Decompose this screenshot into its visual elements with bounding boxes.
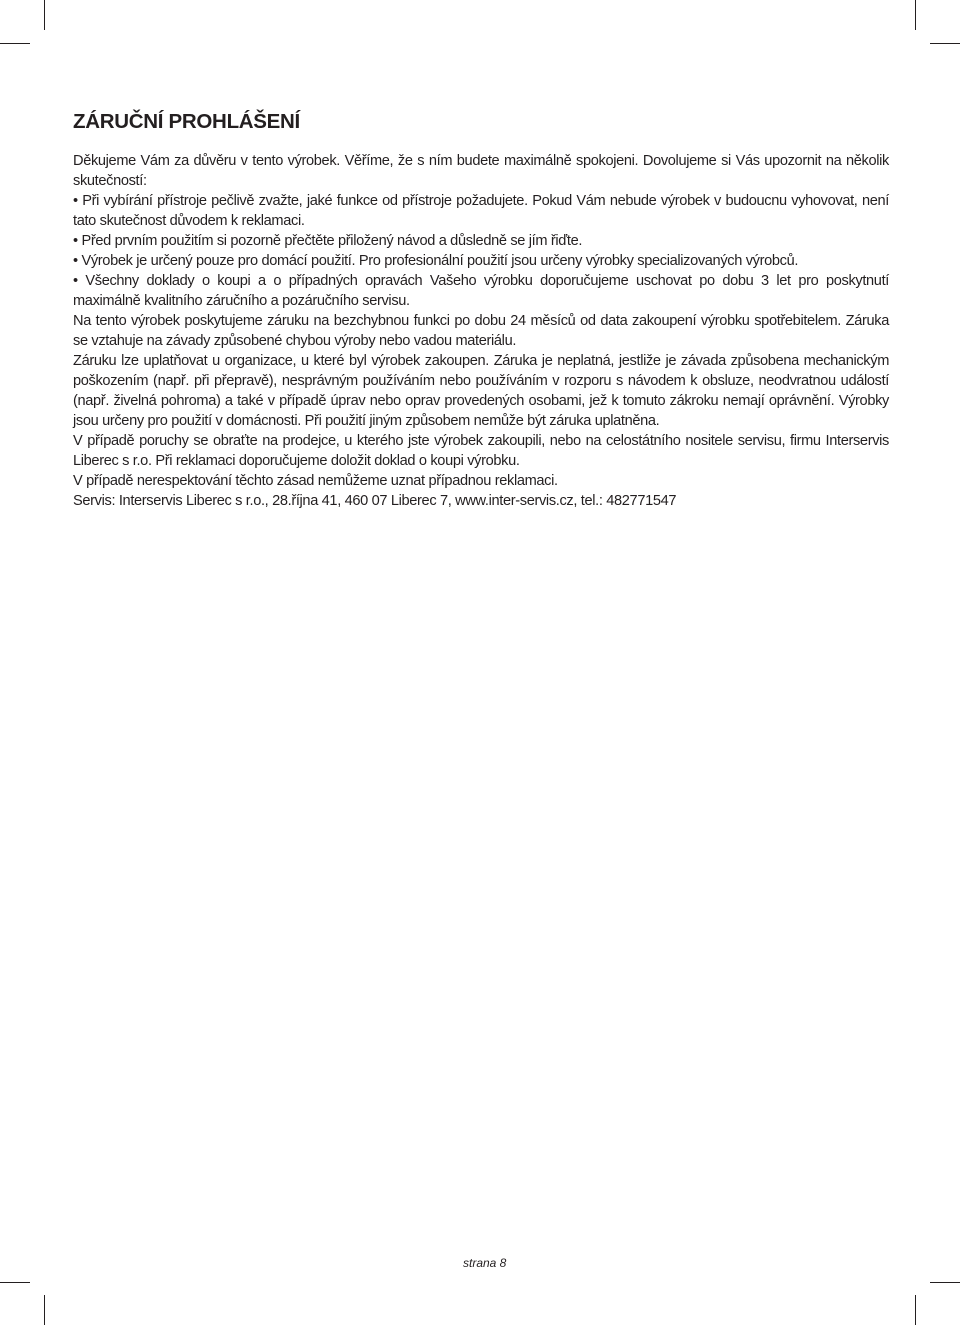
document-title: ZÁRUČNÍ PROHLÁŠENÍ [73, 110, 300, 133]
service-contact-paragraph: V případě poruchy se obraťte na prodejce, u kterého jste výrobek zakoupili, nebo na celostátního nositele servisu, firmu Interservis Liberec s r.o. Při reklamaci doporučujeme doložit doklad o koupi výrobku. [73, 433, 889, 469]
crop-mark-bottom-left-vertical [44, 1295, 45, 1325]
page-number: strana 8 [463, 1256, 507, 1270]
bullet-item-device-selection: • Při vybírání přístroje pečlivě zvažte, jaké funkce od přístroje požadujete. Pokud Vám nebude výrobek v budoucnu vyhovovat, není tato skutečnost důvodem k reklamaci. [73, 193, 889, 229]
warranty-conditions-paragraph: Záruku lze uplatňovat u organizace, u které byl výrobek zakoupen. Záruka je neplatná, jestliže je závada způsobena mechanickým poškozením (např. při přepravě), nesprávným používáním nebo používáním v rozporu s návodem k obsluze, neodvratnou událostí (např. živelná pohroma) a také v případě úprav nebo oprav provedených osobami, jež k tomuto zákroku nemají oprávnění. Výrobky jsou určeny pro použití v domácnosti. Při použití jiným způsobem nemůže být záruka uplatněna. [73, 353, 889, 429]
document-body [73, 151, 889, 511]
crop-mark-top-right-vertical [915, 0, 916, 30]
crop-mark-bottom-left-horizontal [0, 1282, 30, 1283]
crop-mark-top-left-vertical [44, 0, 45, 30]
warranty-period-paragraph: Na tento výrobek poskytujeme záruku na bezchybnou funkci po dobu 24 měsíců od data zakoupení výrobku spotřebitelem. Záruka se vztahuje na závady způsobené chybou výroby nebo vadou materiálu. [73, 313, 889, 349]
crop-mark-top-right-horizontal [930, 43, 960, 44]
crop-mark-top-left-horizontal [0, 43, 30, 44]
bullet-item-keep-receipts: • Všechny doklady o koupi a o případných opravách Vašeho výrobku doporučujeme uschovat po dobu 3 let pro poskytnutí maximálně kvalitního záručního a pozáručního servisu. [73, 273, 889, 309]
bullet-item-household-use: • Výrobek je určený pouze pro domácí použití. Pro profesionální použití jsou určeny výrobky specializovaných výrobců. [73, 253, 799, 269]
crop-mark-bottom-right-vertical [915, 1295, 916, 1325]
intro-paragraph: Děkujeme Vám za důvěru v tento výrobek. Věříme, že s ním budete maximálně spokojeni. Dovolujeme si Vás upozornit na několik skutečností: [73, 153, 889, 189]
service-address-paragraph: Servis: Interservis Liberec s r.o., 28.října 41, 460 07 Liberec 7, www.inter-servis.cz, tel.: 482771547 [73, 493, 677, 509]
bullet-item-read-manual: • Před prvním použitím si pozorně přečtěte přiložený návod a důsledně se jím řiďte. [73, 233, 583, 249]
crop-mark-bottom-right-horizontal [930, 1282, 960, 1283]
non-compliance-paragraph: V případě nerespektování těchto zásad nemůžeme uznat případnou reklamaci. [73, 473, 558, 489]
